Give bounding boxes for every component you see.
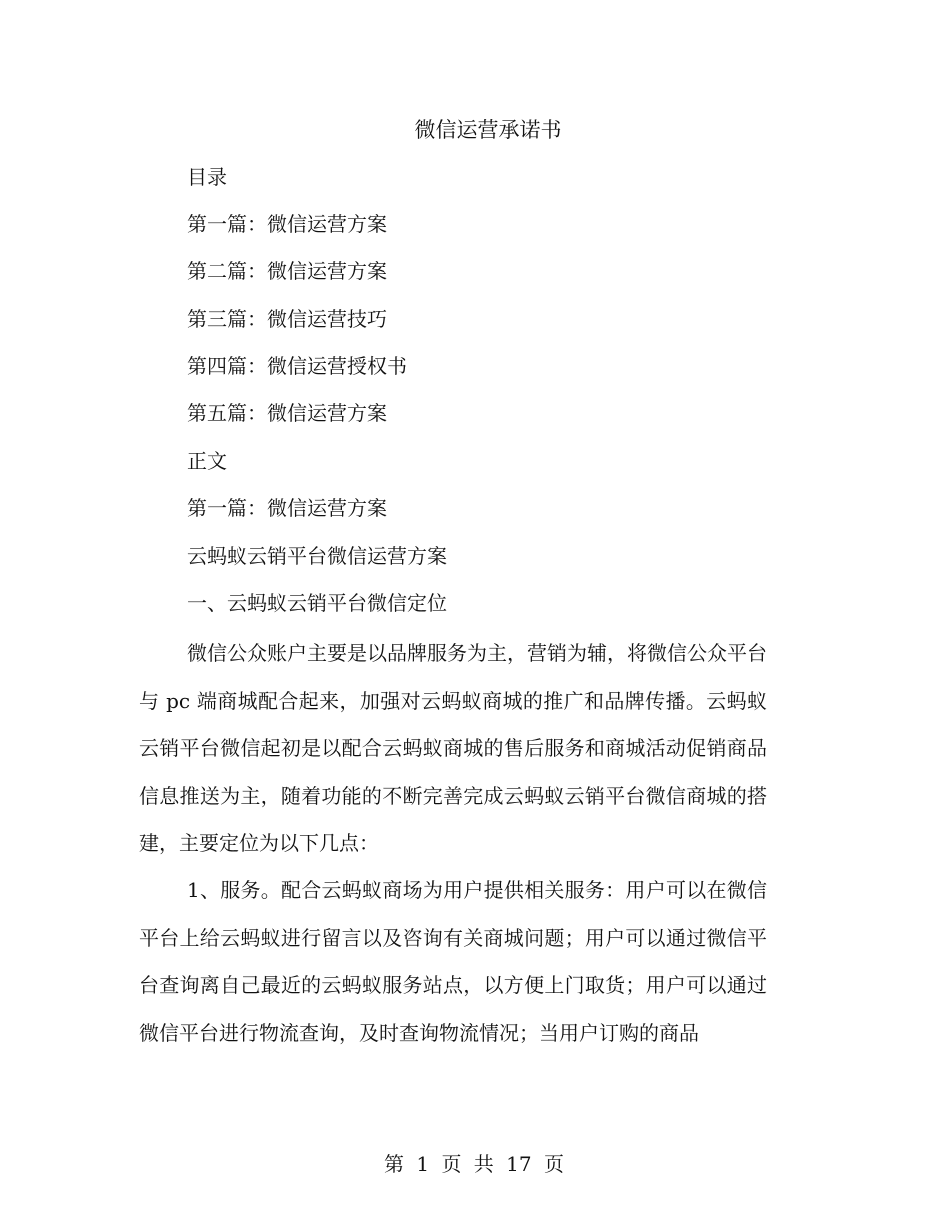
toc-heading: 目录 bbox=[187, 165, 227, 189]
toc-item-3: 第三篇：微信运营技巧 bbox=[187, 307, 387, 331]
toc-item-2: 第二篇：微信运营方案 bbox=[187, 259, 387, 283]
section-heading: 一、云蚂蚁云销平台微信定位 bbox=[187, 591, 447, 615]
body-heading: 正文 bbox=[187, 449, 227, 473]
chapter-heading: 第一篇：微信运营方案 bbox=[187, 496, 387, 520]
page-number-footer: 第 1 页 共 17 页 bbox=[384, 1152, 564, 1176]
body-paragraph-2: 1、服务。配合云蚂蚁商场为用户提供相关服务：用户可以在微信平台上给云蚂蚁进行留言以及咨询有关商城问题；用户可以通过微信平台查询离自己最近的云蚂蚁服务站点，以方便上门取货；用户可以通过微信平台进行物流查询，及时查询物流情况；当用户订购的商品 bbox=[139, 878, 767, 1045]
document-title: 微信运营承诺书 bbox=[414, 118, 562, 142]
body-paragraph-1: 微信公众账户主要是以品牌服务为主，营销为辅，将微信公众平台与 pc 端商城配合起来，加强对云蚂蚁商城的推广和品牌传播。云蚂蚁云销平台微信起初是以配合云蚂蚁商城的售后服务和商城活动促销商品信息推送为主，随着功能的不断完善完成云蚂蚁云销平台微信商城的搭建，主要定位为以下几点： bbox=[139, 641, 767, 855]
toc-item-4: 第四篇：微信运营授权书 bbox=[187, 354, 407, 378]
toc-item-1: 第一篇：微信运营方案 bbox=[187, 212, 387, 236]
toc-item-5: 第五篇：微信运营方案 bbox=[187, 401, 387, 425]
document-subtitle: 云蚂蚁云销平台微信运营方案 bbox=[187, 544, 447, 568]
